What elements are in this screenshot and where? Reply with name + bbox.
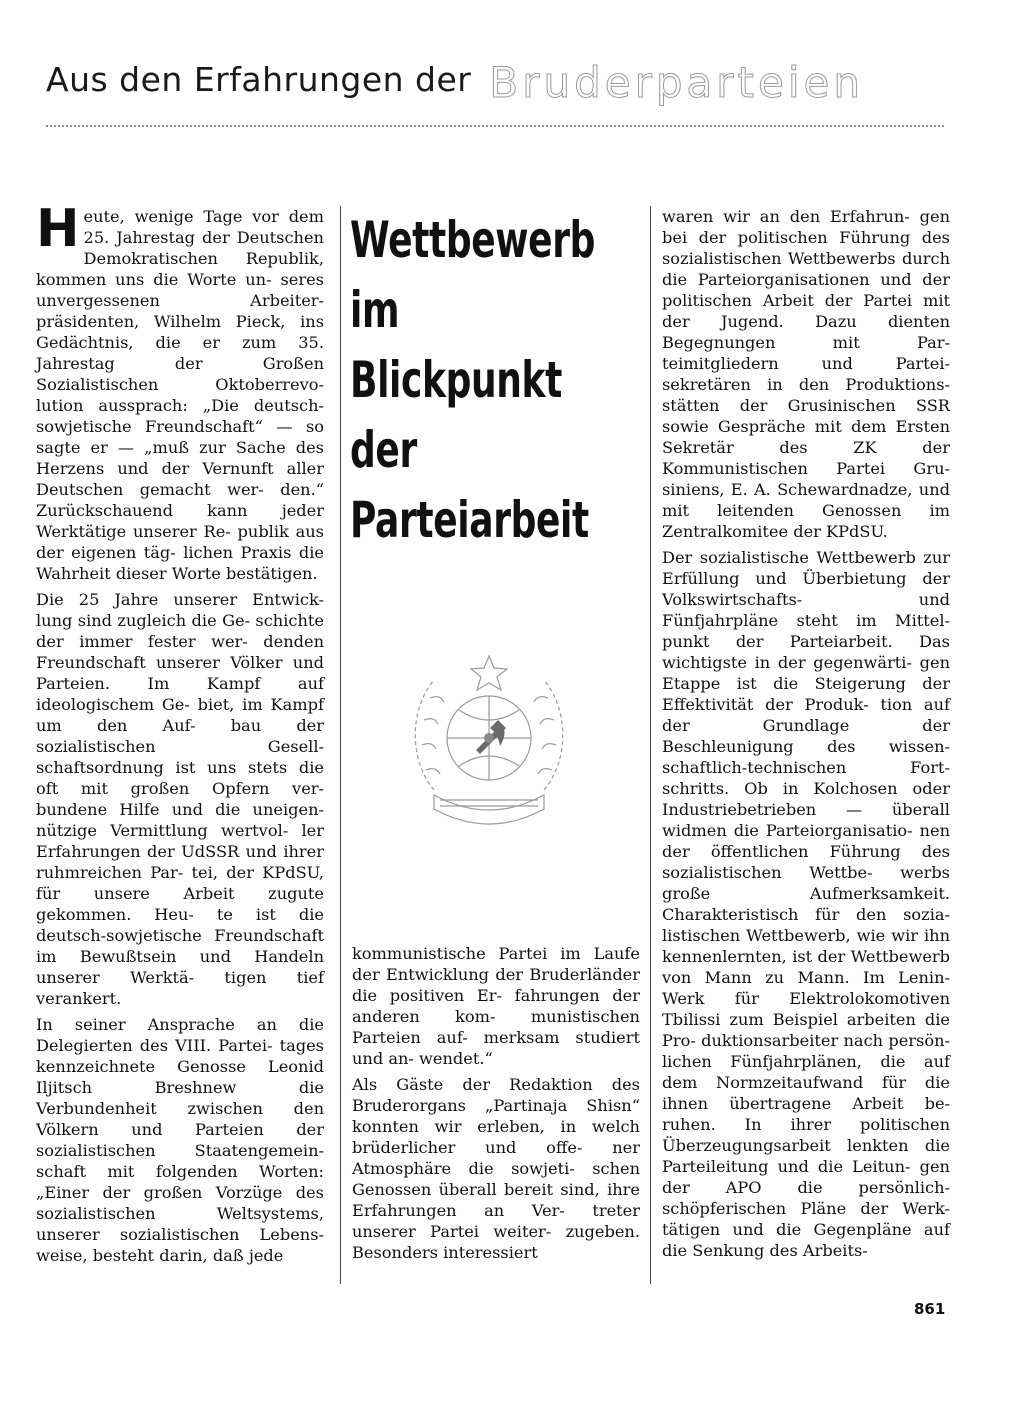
- paragraph: In seiner Ansprache an die Delegierten des VIII. Partei- tages kennzeichnete Genosse Leonid Iljitsch Breshnew die Verbundenheit zwischen den Völkern und Parteien der sozialistischen Staatengemein- schaft mit folgenden Worten: „Einer der großen Vorzüge des sozialistischen Weltsystems, unserer sozialistischen Lebens- weise, besteht darin, daß jede: [36, 1015, 324, 1265]
- paragraph: kommunistische Partei im Laufe der Entwicklung der Bruderländer die positiven Er- fahrungen der anderen kom- munistischen Parteien auf- merksam studiert und an- wendet.“: [352, 944, 640, 1068]
- header-divider: [46, 125, 944, 127]
- page-number: 861: [914, 1300, 946, 1318]
- article-column-2: [352, 943, 640, 1263]
- paragraph: Die 25 Jahre unserer Entwick- lung sind zugleich die Ge- schichte der immer fester wer- denden Freundschaft unserer Völker und Parteien. Im Kampf auf ideologischem Ge- biet, im Kampf um den Auf- bau der sozialistischen Gesell- schaftsordnung ist uns stets die oft mit großen Opfern ver- bundene Hilfe und die uneigen- nützige Vermittlung wertvol- ler Erfahrungen der UdSSR und ihrer ruhmreichen Par- tei, der KPdSU, für unsere Arbeit zugute gekommen. Heu- te ist die deutsch-sowjetische Freundschaft im Bewußtsein und Handeln unserer Werktä- tigen tief verankert.: [36, 590, 324, 1008]
- paragraph: waren wir an den Erfahrun- gen bei der politischen Führung des sozialistischen Wettbewerbs durch die Parteiorganisationen und der politischen Arbeit der Partei mit der Jugend. Dazu dienten Begegnungen mit Par- teimitgliedern und Partei- sekretären in den Produktions- stätten der Grusinischen SSR sowie Gespräche mit dem Ersten Sekretär des ZK der Kommunistischen Partei Gru- siniens, E. A. Schewardnadze, und mit leitenden Genossen im Zentralkomitee der KPdSU.: [662, 207, 950, 541]
- section-header: [46, 52, 864, 107]
- headline-line: Wettbewerb: [350, 211, 596, 269]
- column-divider-right: [650, 206, 651, 1284]
- paragraph-text: eute, wenige Tage vor dem 25. Jahrestag der Deutschen Demokratischen Republik, kommen uns die Worte un- seres unvergessenen Arbeiter- präsidenten, Wilhelm Pieck, ins Gedächtnis, die er zum 35. Jahrestag der Großen Sozialistischen Oktoberrevo- lution aussprach: „Die deutsch- sowjetische Freundschaft“ — so sagte er — „muß zur Sache des Herzens und der Vernunft aller Deutschen gemacht wer- den.“ Zurückschauend kann jeder Werktätige unserer Re- publik aus der eigenen täg- lichen Praxis die Wahrheit dieser Worte bestätigen.: [36, 207, 324, 583]
- article-column-1: [36, 199, 324, 1266]
- article-headline: [350, 205, 596, 555]
- section-header-prefix: Aus den Erfahrungen der: [46, 60, 472, 99]
- article-column-3: [662, 206, 950, 1261]
- column-divider-left: [340, 206, 341, 1284]
- paragraph: [36, 199, 324, 584]
- paragraph: Als Gäste der Redaktion des Bruderorgans „Partinaja Shisn“ konnten wir erleben, in welch brüderlicher und offe- ner Atmosphäre die sowjeti- schen Genossen überall bereit sind, ihre Erfahrungen an Ver- treter unserer Partei weiter- zugeben. Besonders interessiert: [352, 1075, 640, 1262]
- headline-line: im: [350, 281, 400, 339]
- headline-line: Blickpunkt: [350, 351, 562, 409]
- soviet-state-emblem-icon: [404, 650, 574, 830]
- drop-cap: H: [36, 199, 80, 259]
- paragraph: Der sozialistische Wettbewerb zur Erfüllung und Überbietung der Volkswirtschafts- und Fünfjahrpläne steht im Mittel- punkt der Parteiarbeit. Das wichtigste in der gegenwärti- gen Etappe ist die Steigerung der Effektivität der Produk- tion auf der Grundlage der Beschleunigung des wissen- schaftlich-technischen Fort- schritts. Ob in Kolchosen oder Industriebetrieben — überall widmen die Parteiorganisatio- nen der öffentlichen Führung des sozialistischen Wettbe- werbs große Aufmerksamkeit. Charakteristisch für den sozia- listischen Wettbewerb, wie wir ihn kennenlernten, ist der Wettbewerb von Mann zu Mann. Im Lenin-Werk für Elektrolokomotiven Tbilissi zum Beispiel arbeiten die Pro- duktionsarbeiter nach persön- lichen Fünfjahrplänen, die auf dem Normzeitaufwand für die ihnen übertragene Arbeit be- ruhen. In ihrer politischen Überzeugungsarbeit lenkten die Parteileitung und die Leitun- gen der APO die persönlich- schöpferischen Pläne der Werk- tätigen und die Gegenpläne auf die Senkung des Arbeits-: [662, 548, 950, 1260]
- section-header-emphasis: Bruderparteien: [489, 58, 864, 107]
- headline-line: Parteiarbeit: [350, 491, 589, 549]
- headline-line: der: [350, 421, 417, 479]
